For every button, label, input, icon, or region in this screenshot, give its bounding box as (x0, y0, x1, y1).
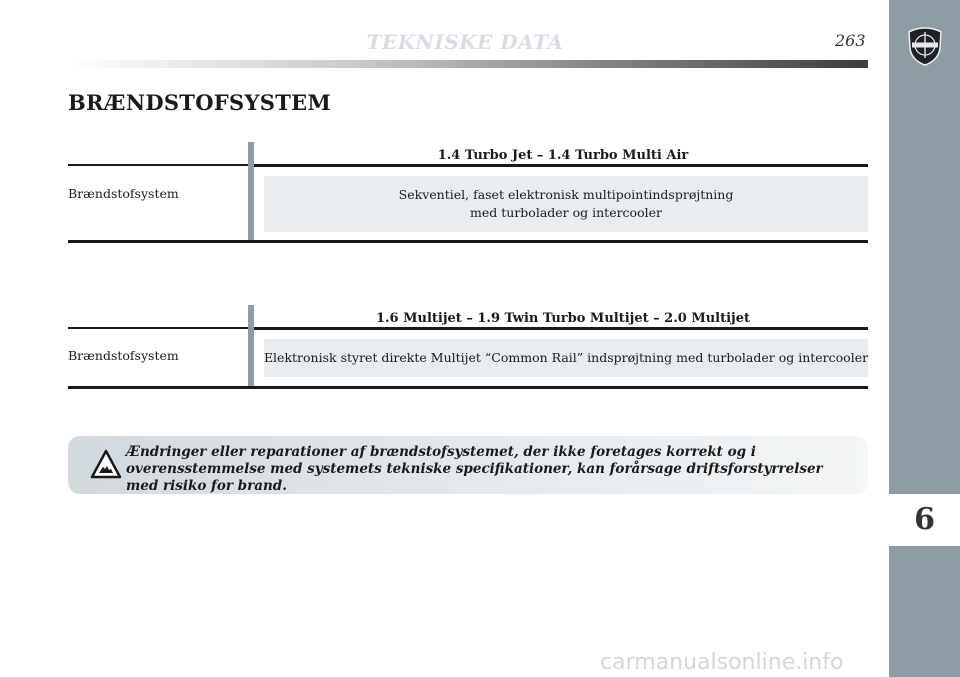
section-title: BRÆNDSTOFSYSTEM (68, 90, 332, 115)
warning-fire-icon (90, 449, 122, 479)
table-divider (248, 142, 254, 242)
label-rule (68, 164, 248, 166)
bottom-rule (68, 240, 868, 243)
page-number: 263 (835, 31, 866, 50)
row-value-line-1: Sekventiel, faset elektronisk multipointindsprøjtning (398, 187, 734, 202)
label-rule (68, 327, 248, 329)
warning-text: Ændringer eller reparationer af brændstofsystemet, der ikke foretages korrekt og i overensstemmelse med systemets tekniske specifikationer, kan forårsage driftsforstyrrelser med risiko for brand. (126, 444, 823, 494)
row-value (264, 176, 868, 232)
chapter-tab[interactable]: 6 (889, 494, 960, 546)
row-value: Elektronisk styret direkte Multijet “Common Rail” indsprøjtning med turbolader og intercooler (264, 339, 868, 377)
header-title: TEKNISKE DATA (366, 30, 564, 54)
bottom-rule (68, 386, 868, 389)
watermark: carmanualsonline.info (600, 650, 844, 675)
fuel-system-table-1 (68, 142, 868, 246)
row-value-line-2: med turbolader og intercooler (470, 205, 662, 220)
row-label: Brændstofsystem (68, 186, 179, 201)
warning-box (68, 436, 868, 494)
row-label: Brændstofsystem (68, 348, 179, 363)
table-divider (248, 305, 254, 387)
table-heading: 1.4 Turbo Jet – 1.4 Turbo Multi Air (437, 148, 689, 163)
header-rule (68, 60, 868, 68)
table-heading: 1.6 Multijet – 1.9 Twin Turbo Multijet – 2.0 Multijet (375, 311, 751, 326)
lancia-shield-icon (907, 26, 943, 66)
chapter-sidebar (889, 0, 960, 677)
heading-rule (254, 327, 868, 330)
fuel-system-table-2 (68, 305, 868, 391)
heading-rule (254, 164, 868, 167)
